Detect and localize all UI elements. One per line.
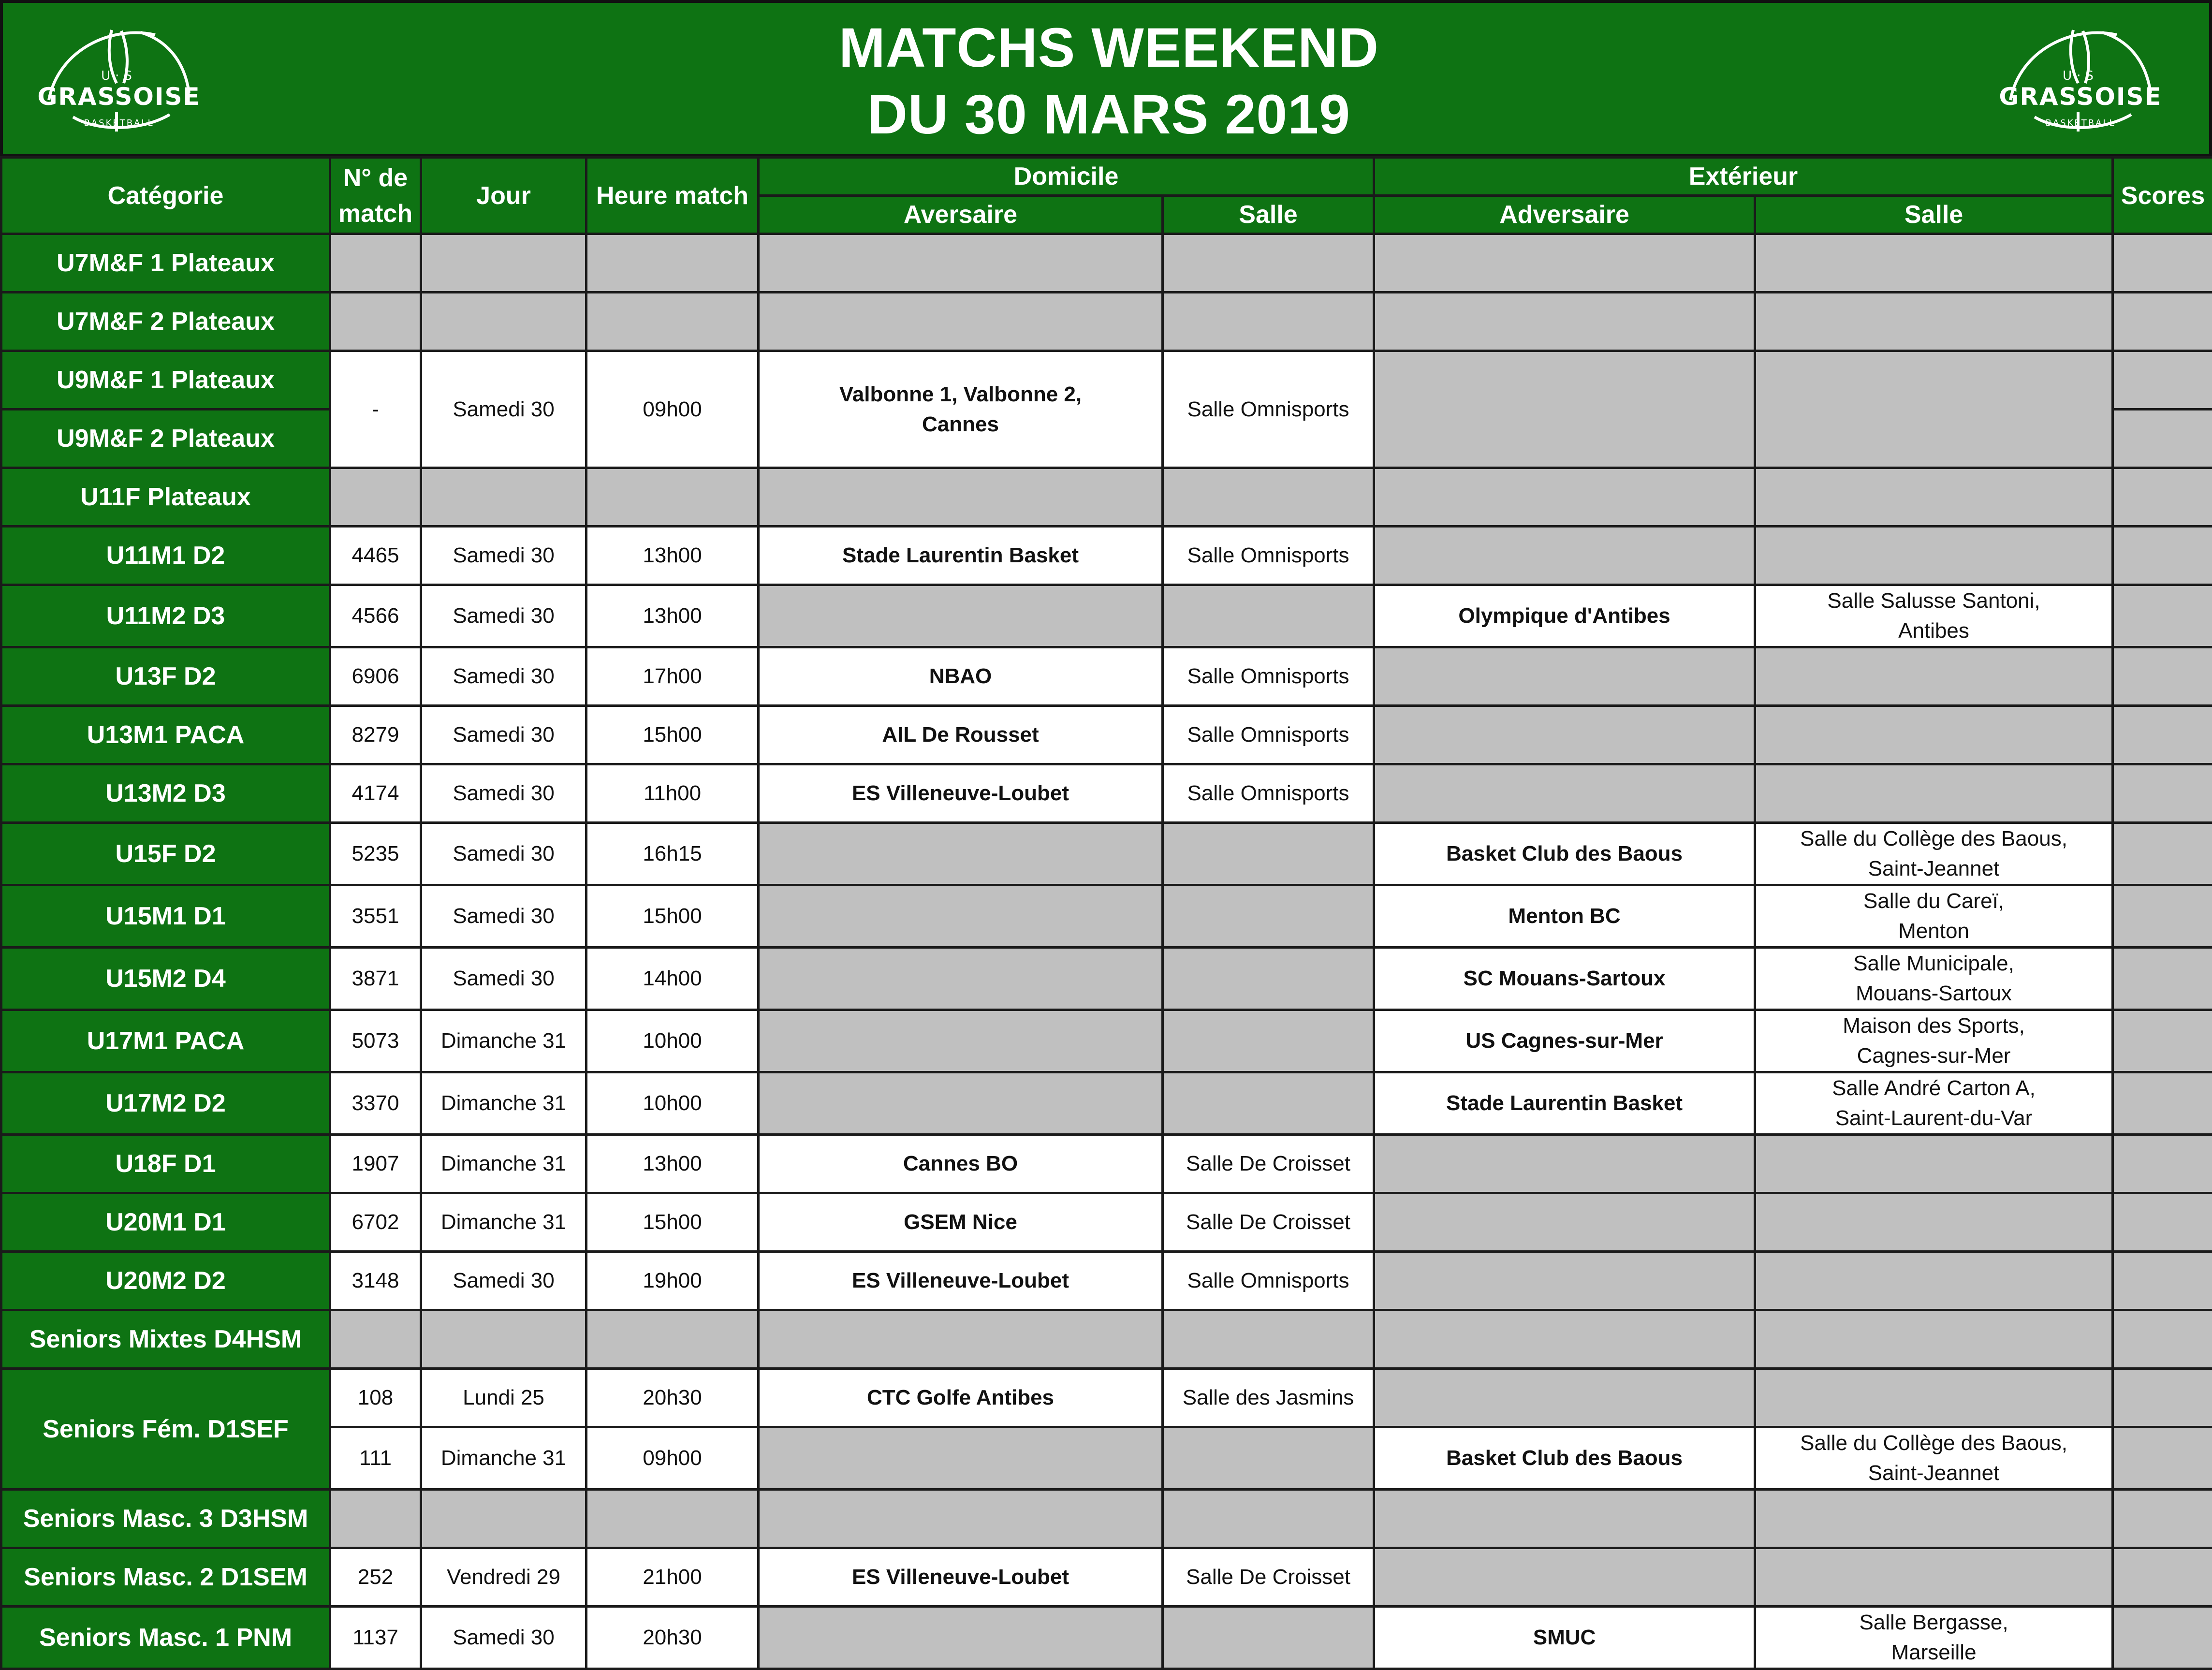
score-cell (2113, 234, 2212, 293)
score-cell (2113, 1369, 2212, 1427)
away-opponent-cell: Stade Laurentin Basket (1374, 1072, 1755, 1135)
score-cell (2113, 948, 2212, 1010)
empty-cell (1374, 647, 1755, 706)
table-row (1, 468, 2212, 527)
club-logo-left (29, 20, 208, 141)
col-header-dom-adversaire: Aversaire (759, 196, 1163, 234)
table-row (1, 585, 2212, 647)
page-title (486, 15, 1731, 148)
empty-cell (421, 234, 586, 293)
away-venue-line-2: Mouans-Sartoux (1759, 979, 2109, 1009)
empty-cell (1755, 1369, 2113, 1427)
table-row (1, 527, 2212, 585)
away-venue-line-1: Salle du Careï, (1759, 886, 2109, 916)
col-header-jour: Jour (421, 158, 586, 234)
empty-cell (586, 1310, 759, 1369)
table-row (1, 351, 2212, 410)
header-banner (0, 0, 2212, 157)
time-cell: 13h00 (586, 585, 759, 647)
match-number-cell: 6906 (330, 647, 421, 706)
score-cell (2113, 1010, 2212, 1072)
empty-cell (1163, 293, 1374, 351)
home-opponent-cell: Cannes BO (759, 1135, 1163, 1193)
day-cell: Lundi 25 (421, 1369, 586, 1427)
table-row (1, 948, 2212, 1010)
home-venue-cell: Salle Omnisports (1163, 1252, 1374, 1310)
empty-cell (1755, 234, 2113, 293)
home-venue-cell: Salle Omnisports (1163, 647, 1374, 706)
empty-cell (1374, 764, 1755, 823)
title-line-2: DU 30 MARS 2019 (486, 81, 1731, 148)
table-row (1, 1369, 2212, 1427)
empty-cell (1163, 1427, 1374, 1490)
category-cell: U9M&F 2 Plateaux (1, 410, 330, 468)
away-venue-line-1: Salle Municipale, (1759, 949, 2109, 979)
time-cell: 15h00 (586, 706, 759, 764)
day-cell: Samedi 30 (421, 1607, 586, 1669)
match-number-cell: 111 (330, 1427, 421, 1490)
empty-cell (1374, 1369, 1755, 1427)
home-venue-cell: Salle Omnisports (1163, 351, 1374, 468)
category-cell: U11F Plateaux (1, 468, 330, 527)
empty-cell (1374, 527, 1755, 585)
score-cell (2113, 527, 2212, 585)
category-cell: U13F D2 (1, 647, 330, 706)
away-venue-line-1: Salle du Collège des Baous, (1759, 824, 2109, 854)
empty-cell (759, 885, 1163, 948)
time-cell: 20h30 (586, 1607, 759, 1669)
score-cell (2113, 293, 2212, 351)
category-cell: U13M1 PACA (1, 706, 330, 764)
empty-cell (586, 234, 759, 293)
score-cell (2113, 1193, 2212, 1252)
score-cell (2113, 468, 2212, 527)
score-cell (2113, 1072, 2212, 1135)
home-opponent-cell: Stade Laurentin Basket (759, 527, 1163, 585)
match-number-cell: 1907 (330, 1135, 421, 1193)
empty-cell (1374, 1252, 1755, 1310)
home-opponent-cell: GSEM Nice (759, 1193, 1163, 1252)
match-number-cell: 3148 (330, 1252, 421, 1310)
score-cell (2113, 1135, 2212, 1193)
match-number-cell: 4566 (330, 585, 421, 647)
empty-cell (1163, 234, 1374, 293)
time-cell: 19h00 (586, 1252, 759, 1310)
logo-subtitle: BASKETBALL (1991, 118, 2170, 129)
time-cell: 09h00 (586, 1427, 759, 1490)
day-cell: Dimanche 31 (421, 1135, 586, 1193)
logo-club-name: GRASSOISE (29, 83, 208, 110)
table-row (1, 234, 2212, 293)
empty-cell (1755, 1310, 2113, 1369)
empty-cell (759, 293, 1163, 351)
home-opponent-cell: ES Villeneuve-Loubet (759, 1252, 1163, 1310)
day-cell: Samedi 30 (421, 351, 586, 468)
category-cell: U7M&F 1 Plateaux (1, 234, 330, 293)
col-header-heure: Heure match (586, 158, 759, 234)
score-cell (2113, 1548, 2212, 1607)
home-opponent-cell: CTC Golfe Antibes (759, 1369, 1163, 1427)
col-header-ext-adversaire: Adversaire (1374, 196, 1755, 234)
time-cell: 15h00 (586, 885, 759, 948)
category-cell: U15F D2 (1, 823, 330, 885)
time-cell: 13h00 (586, 527, 759, 585)
home-opponent-cell: NBAO (759, 647, 1163, 706)
time-cell: 09h00 (586, 351, 759, 468)
schedule-table (0, 156, 2212, 1670)
table-row (1, 1607, 2212, 1669)
away-venue-line-1: Salle Salusse Santoni, (1759, 586, 2109, 616)
empty-cell (421, 293, 586, 351)
empty-cell (1374, 468, 1755, 527)
time-cell: 14h00 (586, 948, 759, 1010)
empty-cell (1374, 1135, 1755, 1193)
empty-cell (1755, 1548, 2113, 1607)
away-venue-line-1: Salle André Carton A, (1759, 1073, 2109, 1103)
home-venue-cell: Salle De Croisset (1163, 1548, 1374, 1607)
home-opponent-cell: AIL De Rousset (759, 706, 1163, 764)
empty-cell (1374, 293, 1755, 351)
match-number-cell: 4174 (330, 764, 421, 823)
day-cell: Samedi 30 (421, 948, 586, 1010)
away-venue-cell (1755, 1427, 2113, 1490)
away-venue-line-2: Cagnes-sur-Mer (1759, 1041, 2109, 1071)
table-row (1, 293, 2212, 351)
away-venue-line-2: Antibes (1759, 616, 2109, 646)
empty-cell (586, 1490, 759, 1548)
empty-cell (586, 468, 759, 527)
home-opponent-cell: ES Villeneuve-Loubet (759, 1548, 1163, 1607)
category-cell: U9M&F 1 Plateaux (1, 351, 330, 410)
empty-cell (1755, 1193, 2113, 1252)
match-number-cell: 1137 (330, 1607, 421, 1669)
col-header-dom-salle: Salle (1163, 196, 1374, 234)
category-cell: Seniors Masc. 3 D3HSM (1, 1490, 330, 1548)
table-row (1, 885, 2212, 948)
match-number-cell: 3551 (330, 885, 421, 948)
club-logo-right (1991, 20, 2170, 141)
empty-cell (759, 948, 1163, 1010)
away-venue-line-1: Salle du Collège des Baous, (1759, 1428, 2109, 1458)
empty-cell (421, 1310, 586, 1369)
day-cell: Samedi 30 (421, 885, 586, 948)
day-cell: Samedi 30 (421, 706, 586, 764)
category-cell: U13M2 D3 (1, 764, 330, 823)
away-venue-cell (1755, 823, 2113, 885)
day-cell: Dimanche 31 (421, 1193, 586, 1252)
empty-cell (1755, 764, 2113, 823)
empty-cell (759, 1607, 1163, 1669)
score-cell (2113, 410, 2212, 468)
col-header-exterieur: Extérieur (1374, 158, 2113, 196)
category-cell: U11M1 D2 (1, 527, 330, 585)
day-cell: Dimanche 31 (421, 1427, 586, 1490)
day-cell: Samedi 30 (421, 585, 586, 647)
score-cell (2113, 1490, 2212, 1548)
time-cell: 17h00 (586, 647, 759, 706)
score-cell (2113, 1252, 2212, 1310)
category-cell: U7M&F 2 Plateaux (1, 293, 330, 351)
match-number-cell: 8279 (330, 706, 421, 764)
time-cell: 10h00 (586, 1010, 759, 1072)
empty-cell (1374, 1193, 1755, 1252)
home-venue-cell: Salle De Croisset (1163, 1193, 1374, 1252)
time-cell: 21h00 (586, 1548, 759, 1607)
score-cell (2113, 764, 2212, 823)
empty-cell (759, 585, 1163, 647)
day-cell: Samedi 30 (421, 823, 586, 885)
empty-cell (1163, 1072, 1374, 1135)
home-opponent-line-2: Cannes (762, 410, 1158, 439)
score-cell (2113, 351, 2212, 410)
empty-cell (1374, 706, 1755, 764)
table-row (1, 1193, 2212, 1252)
empty-cell (1374, 1310, 1755, 1369)
category-cell: U20M1 D1 (1, 1193, 330, 1252)
score-cell (2113, 885, 2212, 948)
score-cell (2113, 706, 2212, 764)
empty-cell (1163, 948, 1374, 1010)
empty-cell (1163, 1010, 1374, 1072)
logo-us-text: U·S (1991, 69, 2170, 83)
away-venue-line-1: Maison des Sports, (1759, 1011, 2109, 1041)
empty-cell (1374, 234, 1755, 293)
table-row (1, 823, 2212, 885)
match-number-cell: 108 (330, 1369, 421, 1427)
table-row (1, 1072, 2212, 1135)
empty-cell (1163, 823, 1374, 885)
time-cell: 20h30 (586, 1369, 759, 1427)
away-venue-line-2: Menton (1759, 916, 2109, 946)
category-cell: Seniors Masc. 1 PNM (1, 1607, 330, 1669)
empty-cell (759, 1072, 1163, 1135)
empty-cell (759, 1490, 1163, 1548)
empty-cell (1374, 1490, 1755, 1548)
time-cell: 16h15 (586, 823, 759, 885)
empty-cell (330, 1310, 421, 1369)
day-cell: Samedi 30 (421, 1252, 586, 1310)
empty-cell (1163, 1607, 1374, 1669)
empty-cell (1374, 1548, 1755, 1607)
category-cell: U18F D1 (1, 1135, 330, 1193)
score-cell (2113, 647, 2212, 706)
empty-cell (759, 1427, 1163, 1490)
table-row (1, 1135, 2212, 1193)
table-row (1, 1310, 2212, 1369)
match-number-cell: 252 (330, 1548, 421, 1607)
away-opponent-cell: SC Mouans-Sartoux (1374, 948, 1755, 1010)
match-number-cell: - (330, 351, 421, 468)
score-cell (2113, 1607, 2212, 1669)
empty-cell (330, 293, 421, 351)
time-cell: 10h00 (586, 1072, 759, 1135)
table-row (1, 1010, 2212, 1072)
match-number-cell: 6702 (330, 1193, 421, 1252)
table-row (1, 1490, 2212, 1548)
day-cell: Samedi 30 (421, 647, 586, 706)
home-opponent-line-1: Valbonne 1, Valbonne 2, (762, 380, 1158, 410)
col-header-domicile: Domicile (759, 158, 1374, 196)
empty-cell (586, 293, 759, 351)
category-cell: Seniors Mixtes D4HSM (1, 1310, 330, 1369)
empty-cell (1755, 1252, 2113, 1310)
away-opponent-cell: Olympique d'Antibes (1374, 585, 1755, 647)
day-cell: Dimanche 31 (421, 1072, 586, 1135)
away-venue-line-2: Saint-Jeannet (1759, 854, 2109, 884)
logo-subtitle: BASKETBALL (29, 118, 208, 129)
empty-cell (330, 1490, 421, 1548)
empty-cell (421, 468, 586, 527)
time-cell: 13h00 (586, 1135, 759, 1193)
col-header-scores: Scores (2113, 158, 2212, 234)
col-header-categorie: Catégorie (1, 158, 330, 234)
empty-cell (1163, 1310, 1374, 1369)
score-cell (2113, 1427, 2212, 1490)
empty-cell (1374, 351, 1755, 468)
time-cell: 15h00 (586, 1193, 759, 1252)
empty-cell (1755, 293, 2113, 351)
category-cell: U15M1 D1 (1, 885, 330, 948)
away-venue-cell (1755, 1010, 2113, 1072)
empty-cell (330, 468, 421, 527)
away-venue-cell (1755, 1072, 2113, 1135)
category-cell: U17M2 D2 (1, 1072, 330, 1135)
empty-cell (1163, 1490, 1374, 1548)
category-cell: Seniors Masc. 2 D1SEM (1, 1548, 330, 1607)
empty-cell (1755, 468, 2113, 527)
away-opponent-cell: US Cagnes-sur-Mer (1374, 1010, 1755, 1072)
empty-cell (759, 234, 1163, 293)
table-row (1, 647, 2212, 706)
table-row (1, 1252, 2212, 1310)
table-row (1, 1427, 2212, 1490)
category-cell: Seniors Fém. D1SEF (1, 1369, 330, 1490)
empty-cell (1755, 351, 2113, 468)
home-venue-cell: Salle des Jasmins (1163, 1369, 1374, 1427)
match-number-cell: 4465 (330, 527, 421, 585)
empty-cell (1163, 885, 1374, 948)
home-venue-cell: Salle De Croisset (1163, 1135, 1374, 1193)
time-cell: 11h00 (586, 764, 759, 823)
table-row (1, 706, 2212, 764)
home-venue-cell: Salle Omnisports (1163, 527, 1374, 585)
col-header-ext-salle: Salle (1755, 196, 2113, 234)
empty-cell (1755, 706, 2113, 764)
day-cell: Dimanche 31 (421, 1010, 586, 1072)
day-cell: Samedi 30 (421, 527, 586, 585)
empty-cell (759, 1010, 1163, 1072)
empty-cell (1163, 468, 1374, 527)
away-venue-line-2: Saint-Laurent-du-Var (1759, 1103, 2109, 1133)
match-number-cell: 5235 (330, 823, 421, 885)
empty-cell (759, 823, 1163, 885)
category-cell: U15M2 D4 (1, 948, 330, 1010)
away-venue-line-2: Marseille (1759, 1638, 2109, 1668)
day-cell: Samedi 30 (421, 764, 586, 823)
away-venue-line-1: Salle Bergasse, (1759, 1608, 2109, 1638)
home-opponent-cell (759, 351, 1163, 468)
away-opponent-cell: Basket Club des Baous (1374, 1427, 1755, 1490)
logo-club-name: GRASSOISE (1991, 83, 2170, 110)
away-venue-cell (1755, 885, 2113, 948)
empty-cell (330, 234, 421, 293)
day-cell: Vendredi 29 (421, 1548, 586, 1607)
empty-cell (1163, 585, 1374, 647)
empty-cell (759, 1310, 1163, 1369)
home-venue-cell: Salle Omnisports (1163, 706, 1374, 764)
score-cell (2113, 585, 2212, 647)
home-venue-cell: Salle Omnisports (1163, 764, 1374, 823)
empty-cell (1755, 1490, 2113, 1548)
match-number-cell: 3871 (330, 948, 421, 1010)
empty-cell (1755, 1135, 2113, 1193)
away-opponent-cell: SMUC (1374, 1607, 1755, 1669)
match-number-cell: 5073 (330, 1010, 421, 1072)
category-cell: U20M2 D2 (1, 1252, 330, 1310)
away-venue-cell (1755, 585, 2113, 647)
away-venue-line-2: Saint-Jeannet (1759, 1458, 2109, 1488)
match-number-cell: 3370 (330, 1072, 421, 1135)
away-opponent-cell: Menton BC (1374, 885, 1755, 948)
table-row (1, 1548, 2212, 1607)
category-cell: U11M2 D3 (1, 585, 330, 647)
category-cell: U17M1 PACA (1, 1010, 330, 1072)
empty-cell (1755, 647, 2113, 706)
table-row (1, 764, 2212, 823)
empty-cell (421, 1490, 586, 1548)
away-opponent-cell: Basket Club des Baous (1374, 823, 1755, 885)
away-venue-cell (1755, 1607, 2113, 1669)
score-cell (2113, 1310, 2212, 1369)
away-venue-cell (1755, 948, 2113, 1010)
empty-cell (759, 468, 1163, 527)
title-line-1: MATCHS WEEKEND (486, 15, 1731, 81)
home-opponent-cell: ES Villeneuve-Loubet (759, 764, 1163, 823)
score-cell (2113, 823, 2212, 885)
empty-cell (1755, 527, 2113, 585)
logo-us-text: U·S (29, 69, 208, 83)
header-row-1 (1, 158, 2212, 196)
col-header-numero: N° de match (330, 158, 421, 234)
